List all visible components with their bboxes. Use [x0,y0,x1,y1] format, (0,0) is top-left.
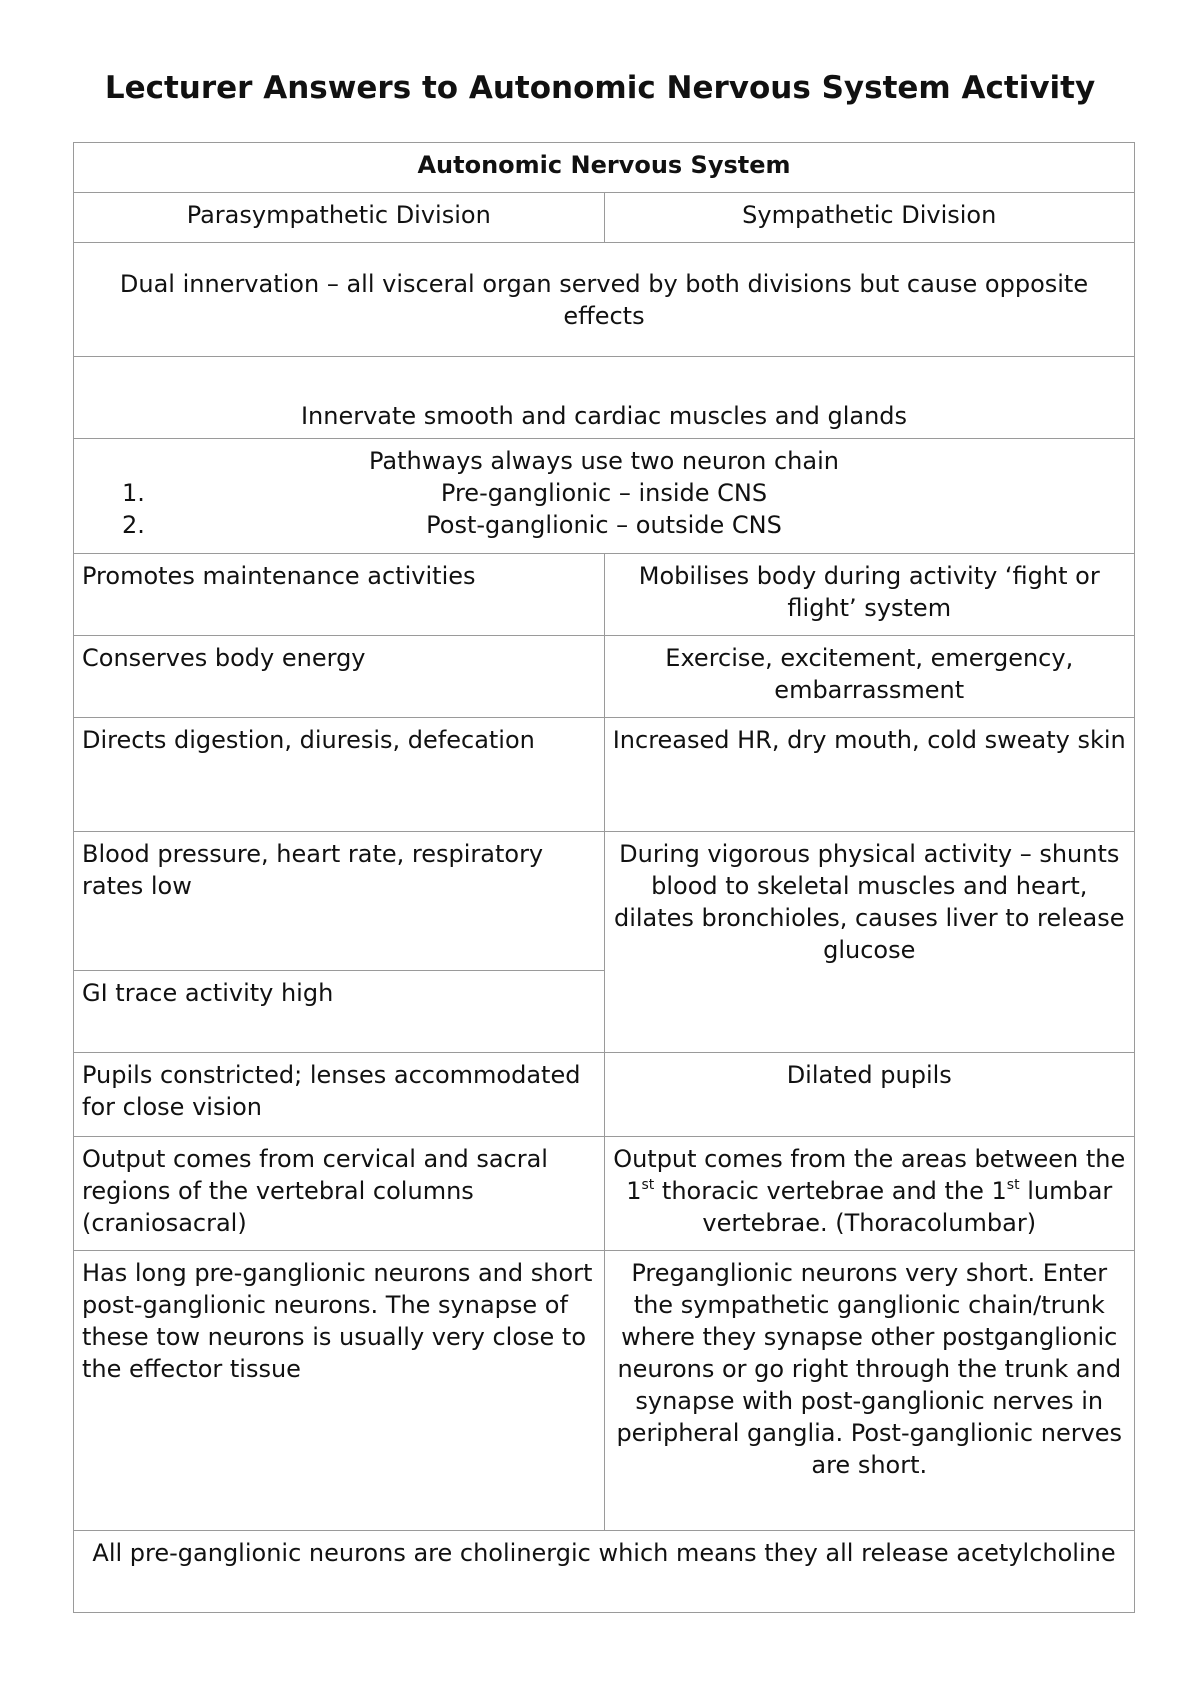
table-row [74,718,1135,832]
list-text: Pre-ganglionic – inside CNS [440,479,768,507]
pathways-cell [74,439,1135,554]
division-header-row [74,193,1135,243]
output-text-b: thoracic vertebrae and the 1 [654,1177,1007,1205]
list-number: 2. [122,511,145,539]
dual-innervation-cell: Dual innervation – all visceral organ served by both divisions but cause opposite effects [74,243,1135,357]
col-header-sympathetic: Sympathetic Division [604,193,1135,243]
innervate-cell: Innervate smooth and cardiac muscles and glands [74,357,1135,439]
list-item [82,509,1126,541]
table-row [74,1251,1135,1531]
shared-row-pathways [74,439,1135,554]
sympathetic-cell [604,1137,1135,1251]
parasympathetic-cell: Conserves body energy [74,636,605,718]
cholinergic-footer-cell: All pre-ganglionic neurons are cholinergic which means they all release acetylcholine [74,1531,1135,1613]
parasympathetic-cell: Has long pre-ganglionic neurons and short post-ganglionic neurons. The synapse of these tow neurons is usually very close to the effector tissue [74,1251,605,1531]
superscript: st [641,1177,655,1193]
table-footer-row [74,1531,1135,1613]
table-row [74,832,1135,971]
list-text: Post-ganglionic – outside CNS [426,511,782,539]
parasympathetic-cell: Directs digestion, diuresis, defecation [74,718,605,832]
table-row [74,554,1135,636]
sympathetic-cell: Preganglionic neurons very short. Enter the sympathetic ganglionic chain/trunk where they synapse other postganglionic neurons or go right through the trunk and synapse with post-ganglionic nerves in peripheral ganglia. Post-ganglionic nerves are short. [604,1251,1135,1531]
sympathetic-cell: Dilated pupils [604,1053,1135,1137]
output-text-c: lumbar vertebrae. (Thoracolumbar) [702,1177,1113,1237]
table-row [74,1053,1135,1137]
col-header-parasympathetic: Parasympathetic Division [74,193,605,243]
sympathetic-cell: Increased HR, dry mouth, cold sweaty skin [604,718,1135,832]
table-header-row [74,143,1135,193]
ans-comparison-table [73,142,1135,1613]
superscript: st [1006,1177,1020,1193]
sympathetic-cell: Mobilises body during activity ‘fight or flight’ system [604,554,1135,636]
table-row [74,1137,1135,1251]
parasympathetic-cell: GI trace activity high [74,971,605,1053]
parasympathetic-cell: Blood pressure, heart rate, respiratory rates low [74,832,605,971]
pathways-title: Pathways always use two neuron chain [369,447,839,475]
shared-row-dual [74,243,1135,357]
output-text-a: Output comes from the areas between the 1 [613,1145,1126,1205]
list-number: 1. [122,479,145,507]
parasympathetic-cell: Promotes maintenance activities [74,554,605,636]
page-title: Lecturer Answers to Autonomic Nervous System Activity [104,70,1096,106]
shared-row-innervate [74,357,1135,439]
sympathetic-cell: Exercise, excitement, emergency, embarrassment [604,636,1135,718]
table-header: Autonomic Nervous System [74,143,1135,193]
sympathetic-cell: During vigorous physical activity – shunts blood to skeletal muscles and heart, dilates bronchioles, causes liver to release glucose [604,832,1135,1053]
parasympathetic-cell: Output comes from cervical and sacral regions of the vertebral columns (craniosacral) [74,1137,605,1251]
list-item [82,477,1126,509]
table-row [74,636,1135,718]
parasympathetic-cell: Pupils constricted; lenses accommodated for close vision [74,1053,605,1137]
